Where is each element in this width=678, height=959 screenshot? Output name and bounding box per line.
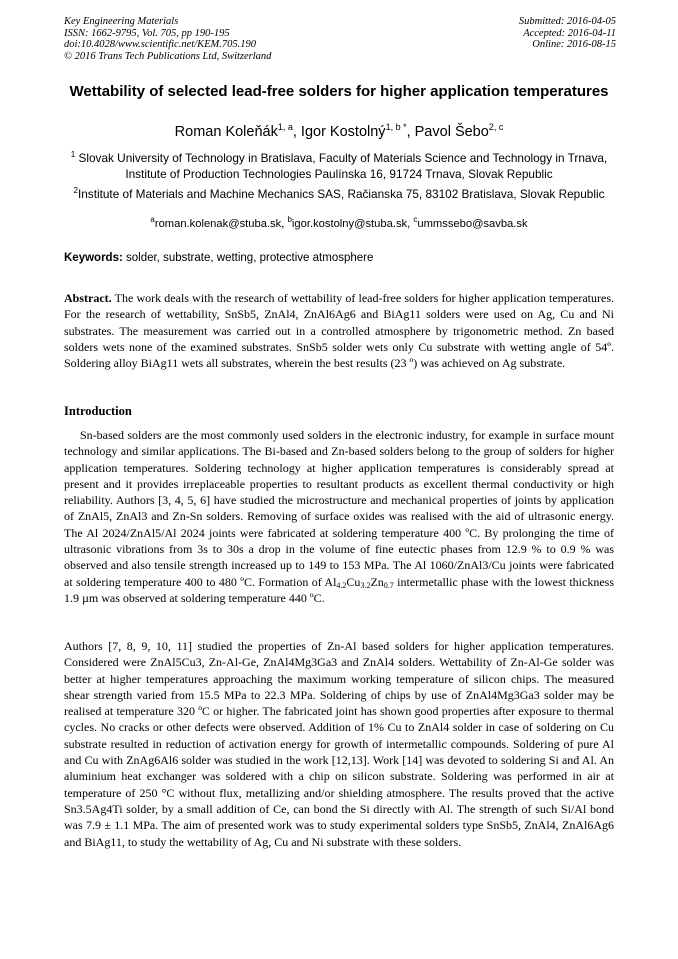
- formula-element: Zn: [370, 574, 384, 589]
- online-date: Online: 2016-08-15: [532, 39, 616, 50]
- abstract-label: Abstract.: [64, 291, 112, 305]
- formula-subscript: 3.2: [360, 580, 371, 590]
- keywords: [64, 250, 614, 266]
- accepted-date: Accepted: 2016-04-11: [523, 27, 616, 39]
- journal-copyright: © 2016 Trans Tech Publications Ltd, Switzerland: [64, 50, 272, 62]
- affiliation-mark: 2: [73, 186, 78, 195]
- submitted-date: Submitted: 2016-04-05: [518, 16, 616, 27]
- abstract-text: The work deals with the research of wettability of lead-free solders for higher application temperatures. For the research of wettability, SnSb5, ZnAl4, ZnAl6Ag6 and BiAg11 solders were used on Ag, Cu and Ni substrates. The measurement was carried out in a controlled atmosphere by trigonometric method. Zn based solders wets none of the examined substrates. SnSb5 solder wets only Cu substrate with wetting angle of 54º. Soldering alloy BiAg11 wets all substrates, wherein the best results (23 º) was achieved on Ag substrate.: [64, 291, 614, 371]
- section-heading-introduction: Introduction: [64, 404, 132, 418]
- formula-subscript: 4.2: [336, 580, 347, 590]
- author-name: Igor Kostolný: [300, 124, 386, 140]
- author-affiliation-mark: 2, c: [488, 122, 504, 132]
- affiliation-mark: 1: [70, 150, 76, 159]
- formula-element: Cu: [346, 574, 361, 589]
- paper-title: Wettability of selected lead-free solders for higher application temperatures: [69, 83, 609, 100]
- formula-element: Al: [324, 574, 337, 589]
- email-address: ummssebo@savba.sk: [417, 218, 528, 230]
- journal-doi: doi:10.4028/www.scientific.net/KEM.705.190: [64, 39, 256, 50]
- email-mark: a: [150, 215, 155, 224]
- email-address: igor.kostolny@stuba.sk,: [291, 218, 414, 230]
- abstract: [64, 290, 614, 371]
- introduction-paragraph-2: Authors [7, 8, 9, 10, 11] studied the properties of Zn-Al based solders for higher application temperatures. Considered were ZnAl5Cu3, Zn-Al-Ge, ZnAl4Mg3Ga3 and ZnAl4 solders. Wettability of Zn-Al-Ge solder was better at higher temperatures approaching the maximum working temperature of silicon chips. The measured shear strength varied from 15.5 MPa to 22.3 MPa. Soldering of chips by use of ZnAl4Mg3Ga3 solder may be realised at temperature 320 ºC or higher. The fabricated joint has shown good properties after exposure to thermal cycles. No cracks or other defects were observed. Addition of 1% Cu to ZnAl4 solder in case of soldering on Cu substrate resulted in reduction of activation energy for growth of intermetallic compounds. Soldering of pure Al and Cu with ZnAg6Al6 solder was studied in the work [12,13]. Work [14] was devoted to soldering Si and Al. An aluminium heat exchanger was soldered with a chip on silicon substrate. Soldering was performed in air at temperature of 250 °C without flux, metallizing and/or shielding atmosphere. The results proved that the active Sn3.5Ag4Ti solder, by a small addition of Ce, can bond the Si directly with Al. The strength of such Si/Al bond was 7.9 ± 1.1 MPa. The aim of presented work was to study experimental solders type SnSb5, ZnAl4, ZnAl6Ag6 and BiAg11, to study the wettability of Ag, Cu and Ni substrate with these solders.: [64, 639, 614, 849]
- journal-info: [64, 16, 271, 62]
- affiliation-1: [64, 150, 614, 182]
- journal-name: Key Engineering Materials: [64, 16, 179, 27]
- author-name: Roman Koleňák: [174, 124, 278, 140]
- affiliation-2: [64, 186, 614, 202]
- intermetallic-formula: [324, 575, 393, 589]
- email-mark: c: [413, 215, 418, 224]
- email-mark: b: [287, 215, 292, 224]
- affiliation-text: Institute of Materials and Machine Mechanics SAS, Račianska 75, 83102 Bratislava, Slovak Republic: [77, 187, 605, 201]
- author-affiliation-mark: 1, a: [277, 122, 293, 132]
- author-affiliation-mark: 1, b *: [385, 122, 407, 132]
- author-emails: [64, 216, 614, 232]
- paragraph-text: Sn-based solders are the most commonly used solders in the electronic industry, for example in surface mount technology and similar applications. The Bi-based and Zn-based solders belong to the group of solders for higher application temperatures. Soldering technology at higher application temperatures is considerably spread at present and it provides irreplaceable properties to resultant products as excellent thermal conductivity or high reliability. Authors [3, 4, 5, 6] have studied the microstructure and mechanical properties of joints by application of ZnAl5, ZnAl3 and Zn-Sn solders. Removing of surface oxides was realised with the aid of ultrasonic energy. The Al 2024/ZnAl5/Al 2024 joints were fabricated at soldering temperature 400 ºC. By prolonging the time of ultrasonic vibrations from 3s to 30s a drop in the volume of fine eutectic phases from 12.9 % to 0.9 % was observed and also tensile strength increased up to 149 to 153 MPa. The Al 1060/ZnAl3/Cu joints were fabricated at soldering temperature 400 to 480 ºC. Formation of: [64, 428, 614, 589]
- email-address: roman.kolenak@stuba.sk,: [154, 218, 288, 230]
- affiliation-text: Slovak University of Technology in Bratislava, Faculty of Materials Science and Technology in Trnava, Institute of Production Technologies Paulínska 16, 91724 Trnava, Slovak Republic: [78, 151, 608, 181]
- keywords-text: solder, substrate, wetting, protective atmosphere: [122, 252, 374, 264]
- journal-issn: ISSN: 1662-9795, Vol. 705, pp 190-195: [64, 27, 230, 39]
- author-name: Pavol Šebo: [414, 124, 489, 140]
- formula-subscript: 0.7: [383, 580, 394, 590]
- publication-dates: [519, 16, 616, 51]
- author-list: [64, 123, 614, 141]
- keywords-label: Keywords:: [64, 252, 123, 264]
- author-separator: ,: [292, 124, 301, 140]
- introduction-paragraph-1: [64, 427, 614, 606]
- paragraph-text: intermetallic phase with the lowest thickness 1.9 µm was observed at soldering temperature 440 ºC.: [64, 574, 614, 605]
- author-separator: ,: [406, 124, 415, 140]
